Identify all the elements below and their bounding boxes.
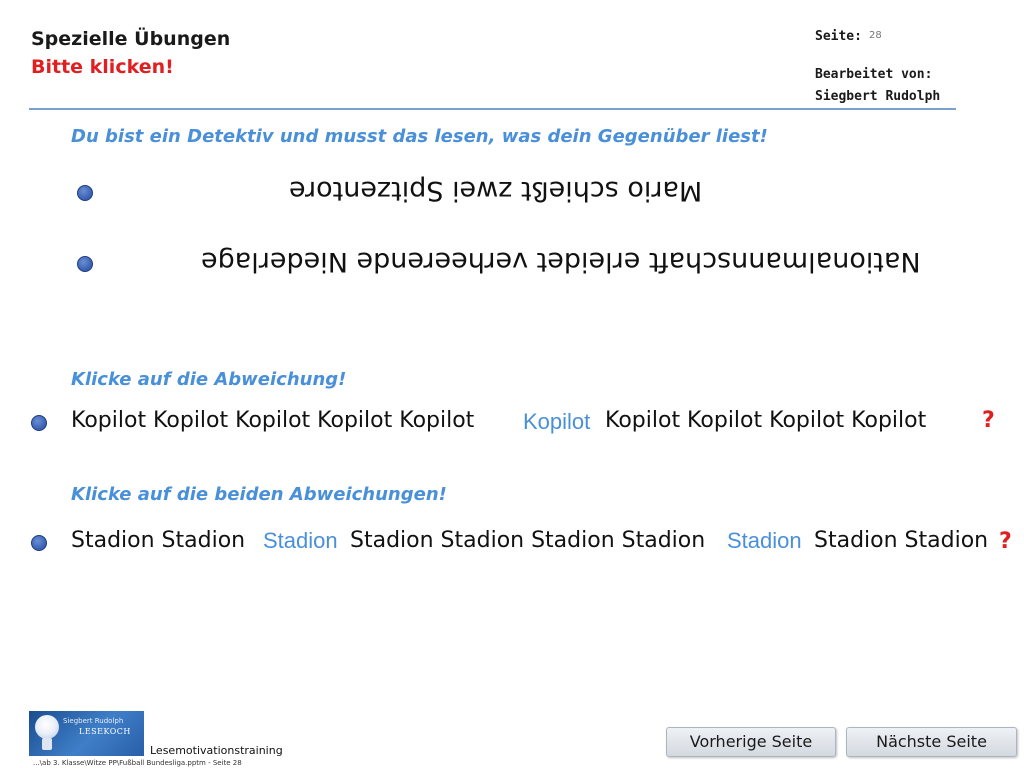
previous-page-button[interactable]: Vorherige Seite [666,727,836,757]
header-divider [29,108,956,110]
exercise2-question-mark[interactable]: ? [982,408,995,433]
logo-brand-text: LESEKOCH [79,727,131,736]
exercise3-words-part1: Stadion Stadion [71,528,246,553]
exercise2-odd-word[interactable]: Kopilot [523,409,591,434]
flipped-sentence-1: Mario schießt zwei Spitzentore [289,175,703,206]
exercise3-odd-word-2[interactable]: Stadion [727,528,802,553]
exercise3-question-mark[interactable]: ? [999,529,1012,554]
lightbulb-base [42,738,52,750]
editor-label: Bearbeitet von: [815,67,933,82]
exercise2-words-before: Kopilot Kopilot Kopilot Kopilot Kopilot [71,408,475,433]
page-number: 28 [869,30,882,41]
lesekoch-logo [29,711,144,756]
exercise3-odd-word-1[interactable]: Stadion [263,528,338,553]
brand-label: Lesemotivationstraining [150,744,283,757]
exercise2-bullet[interactable] [31,415,47,431]
file-path: ...\ab 3. Klasse\Witze PP\Fußball Bundesliga.pptm - Seite 28 [33,759,242,767]
exercise3-words-part2: Stadion Stadion Stadion Stadion [350,528,706,553]
page-title: Spezielle Übungen [31,28,231,50]
next-page-button[interactable]: Nächste Seite [846,727,1017,757]
exercise1-instruction: Du bist ein Detektiv und musst das lesen, was dein Gegenüber liest! [71,126,768,147]
logo-author-text: Siegbert Rudolph [63,717,124,725]
exercise3-words-part3: Stadion Stadion [814,528,989,553]
exercise3-bullet[interactable] [31,535,47,551]
exercise2-instruction: Klicke auf die Abweichung! [71,369,347,390]
sentence-1-bullet[interactable] [77,185,93,201]
lightbulb-icon [35,715,59,739]
sentence-2-bullet[interactable] [77,256,93,272]
page-subtitle: Bitte klicken! [31,56,174,78]
exercise3-instruction: Klicke auf die beiden Abweichungen! [71,484,447,505]
flipped-sentence-2: Nationalmannschaft erleidet verheerende Niederlage [201,246,921,277]
exercise2-words-after: Kopilot Kopilot Kopilot Kopilot [605,408,927,433]
editor-name: Siegbert Rudolph [815,89,941,104]
page-label: Seite: [815,29,862,44]
